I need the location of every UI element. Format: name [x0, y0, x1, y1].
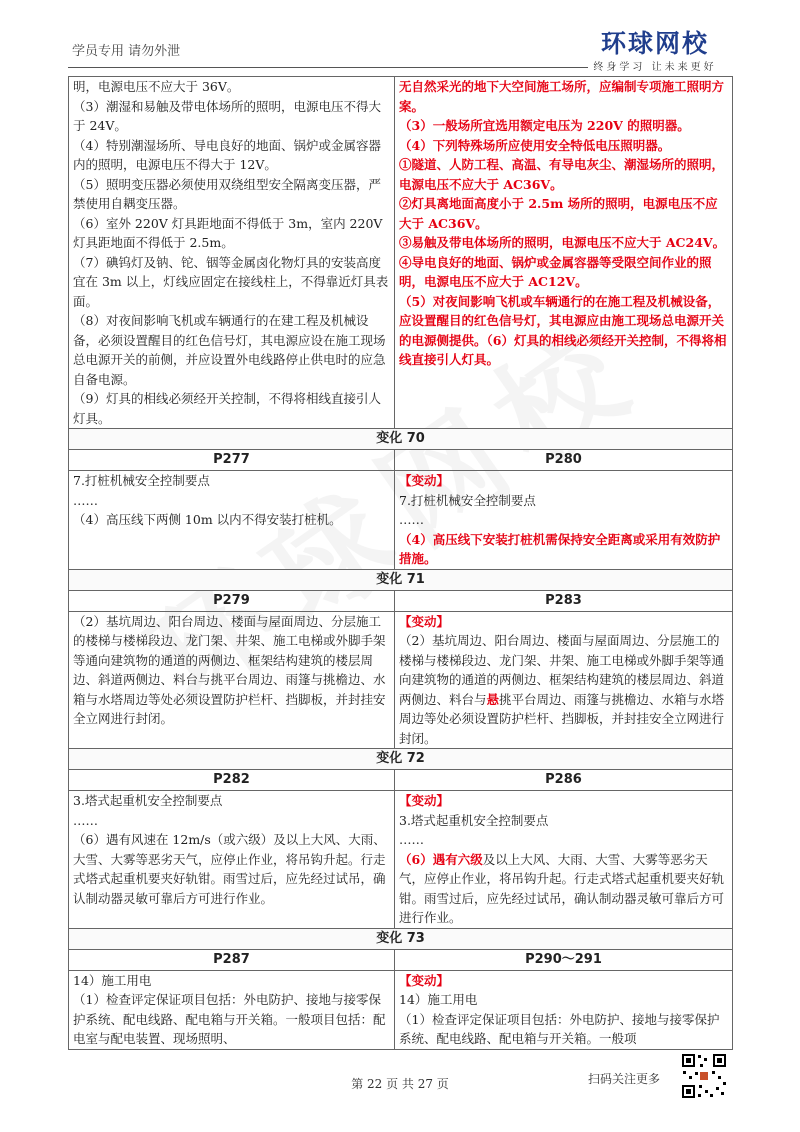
changed-text: 六级	[457, 851, 483, 867]
text-line: （2）基坑周边、阳台周边、楼面与屋面周边、分层施工的楼梯与楼梯段边、龙门架、井架、施工电梯或外脚手架等通向建筑物的通道的两侧边、框架结构建筑的楼层周边、斜道两侧边、料台与挑平台周边、雨篷与挑檐边、水箱与水塔周边等处必须设置防护栏杆、挡脚板，并封挂安全立网进行封闭。	[73, 613, 386, 726]
right-page-ref: P280	[395, 450, 733, 471]
text-line: （3）一般场所宜选用额定电压为 220V 的照明器。	[399, 118, 690, 133]
text-line: 7.打桩机械安全控制要点	[399, 492, 536, 508]
text-line: （5）照明变压器必须使用双绕组型安全隔离变压器，严禁使用自耦变压器。	[73, 176, 381, 211]
text-line: （4）下列特殊场所应使用安全特低电压照明器。	[399, 137, 671, 153]
scan-note: 扫码关注更多	[588, 1072, 661, 1086]
right-page-ref: P286	[395, 770, 733, 791]
right-cell	[395, 970, 733, 1049]
comparison-table	[68, 76, 733, 1050]
text-line: 14）施工用电	[73, 972, 152, 988]
table-row	[69, 611, 733, 749]
text-line: 无自然采光的地下大空间施工场所，应编制专项施工照明方案。	[399, 79, 725, 114]
header-note: 学员专用 请勿外泄	[72, 44, 181, 59]
text-line: （7）碘钨灯及钠、铊、铟等金属卤化物灯具的安装高度宜在 3m 以上，灯线应固定在接线柱上，不得靠近灯具表面。	[73, 254, 389, 309]
table-row	[69, 791, 733, 929]
text-line: 3.塔式起重机安全控制要点	[73, 793, 223, 808]
section-title: 变化 71	[69, 569, 733, 590]
text-span: （2）基坑周边、阳台周边、楼面与屋面周边、分层施工的楼梯与楼梯段边、龙门架、井架、施工电梯或外脚手架等通向建筑物的通道的两侧边、框架结构建筑的楼层周边、斜道两侧边、料台与	[399, 633, 725, 707]
text-line: （4）特别潮湿场所、导电良好的地面、锅炉或金属容器内的照明，电源电压不得大于 12V。	[73, 137, 381, 172]
table-row	[69, 970, 733, 1049]
page-number: 第 22 页 共 27 页	[351, 1077, 449, 1091]
right-cell	[395, 77, 733, 429]
text-line: ③易触及带电体场所的照明，电源电压不应大于 AC24V。	[399, 235, 726, 250]
logo-title: 环球网校	[600, 29, 709, 58]
page-header	[68, 28, 732, 72]
text-line: （8）对夜间影响飞机或车辆通行的在建工程及机械设备，必须设置醒目的红色信号灯，其电源应设在施工现场总电源开关的前侧，并应设置外电线路停止供电时的应急自备电源。	[73, 313, 386, 387]
text-line: 明，电源电压不应大于 36V。	[73, 79, 240, 94]
section-title: 变化 72	[69, 749, 733, 770]
text-span: 挑平台周边、雨篷与挑檐边、水箱与水塔周边等处必须设置防护栏杆、挡脚板，并封挂安全立网进行封闭。	[399, 691, 725, 746]
text-line: （1）检查评定保证项目包括：外电防护、接地与接零保护系统、配电线路、配电箱与开关箱。一般项	[399, 1011, 720, 1046]
logo-slogan: 终身学习 让未来更好	[593, 62, 717, 73]
text-line: ②灯具离地面高度小于 2.5m 场所的照明，电源电压不应大于 AC36V。	[399, 196, 718, 231]
change-tag: 【变动】	[399, 613, 450, 629]
left-page-ref: P287	[69, 949, 395, 970]
text-line: （4）高压线下两侧 10m 以内不得安装打桩机。	[73, 512, 342, 527]
right-cell	[395, 471, 733, 570]
left-page-ref: P282	[69, 770, 395, 791]
section-title: 变化 70	[69, 429, 733, 450]
section-title: 变化 73	[69, 928, 733, 949]
change-tag: 【变动】	[399, 972, 450, 988]
change-tag: 【变动】	[399, 793, 450, 808]
table-row	[69, 77, 733, 429]
text-line: （1）检查评定保证项目包括：外电防护、接地与接零保护系统、配电线路、配电箱与开关箱。一般项目包括：配电室与配电装置、现场照明、	[73, 992, 386, 1046]
left-cell	[69, 791, 395, 929]
right-cell	[395, 791, 733, 929]
text-line: 3.塔式起重机安全控制要点	[399, 812, 549, 828]
text-line: ④导电良好的地面、锅炉或金属容器等受限空间作业的照明，电源电压不应大于 AC12V。	[399, 254, 712, 289]
left-cell	[69, 471, 395, 570]
left-cell	[69, 77, 395, 429]
text-line: 14）施工用电	[399, 992, 478, 1007]
text-line	[399, 631, 728, 748]
text-line: ……	[399, 832, 424, 847]
text-line: ……	[399, 512, 424, 527]
right-page-ref: P283	[395, 590, 733, 611]
text-span: 及以上大风、大雨、大雪、大雾等恶劣天气，应停止作业，将吊钩升起。行走式塔式起重机要夹好轨钳。雨雪过后，应先经过试吊，确认制动器灵敏可靠后方可进行作业。	[399, 851, 725, 925]
text-line: （9）灯具的相线必须经开关控制，不得将相线直接引人灯具。	[73, 391, 381, 426]
text-line: （6）室外 220V 灯具距地面不得低于 3m，室内 220V 灯具距地面不得低于 2.5m。	[73, 215, 383, 250]
left-page-ref: P277	[69, 450, 395, 471]
text-line: ①隧道、人防工程、高温、有导电灰尘、潮湿场所的照明，电源电压不应大于 AC36V。	[399, 157, 725, 192]
change-tag: 【变动】	[399, 473, 450, 488]
text-line: ……	[73, 812, 98, 828]
left-page-ref: P279	[69, 590, 395, 611]
text-line: （6）遇有风速在 12m/s（或六级）及以上大风、大雨、大雪、大雾等恶劣天气，应停止作业，将吊钩升起。行走式塔式起重机要夹好轨钳。雨雪过后，应先经过试吊，确认制动器灵敏可靠后方可进行作业。	[73, 832, 386, 906]
header-divider	[68, 67, 588, 68]
left-cell	[69, 970, 395, 1049]
text-line: （5）对夜间影响飞机或车辆通行的在施工程及机械设备，应设置醒目的红色信号灯，其电源应由施工现场总电源开关的电源侧提供。（6）灯具的相线必须经开关控制，不得将相线直接引人灯具。	[399, 293, 727, 367]
text-line: 7.打桩机械安全控制要点	[73, 473, 210, 488]
qr-code-icon[interactable]	[680, 1052, 728, 1100]
text-line: ……	[73, 492, 98, 508]
table-row	[69, 471, 733, 570]
changed-text: （6）遇有	[399, 851, 458, 867]
changed-text: （4）高压线下安装打桩机需保持安全距离或采用有效防护措施。	[399, 531, 721, 566]
text-line	[399, 850, 728, 928]
right-cell	[395, 611, 733, 749]
logo	[580, 30, 730, 73]
left-cell	[69, 611, 395, 749]
changed-text: 悬	[486, 691, 500, 707]
text-line: （3）潮湿和易触及带电体场所的照明，电源电压不得大于 24V。	[73, 98, 381, 133]
right-page-ref: P290～291	[395, 949, 733, 970]
